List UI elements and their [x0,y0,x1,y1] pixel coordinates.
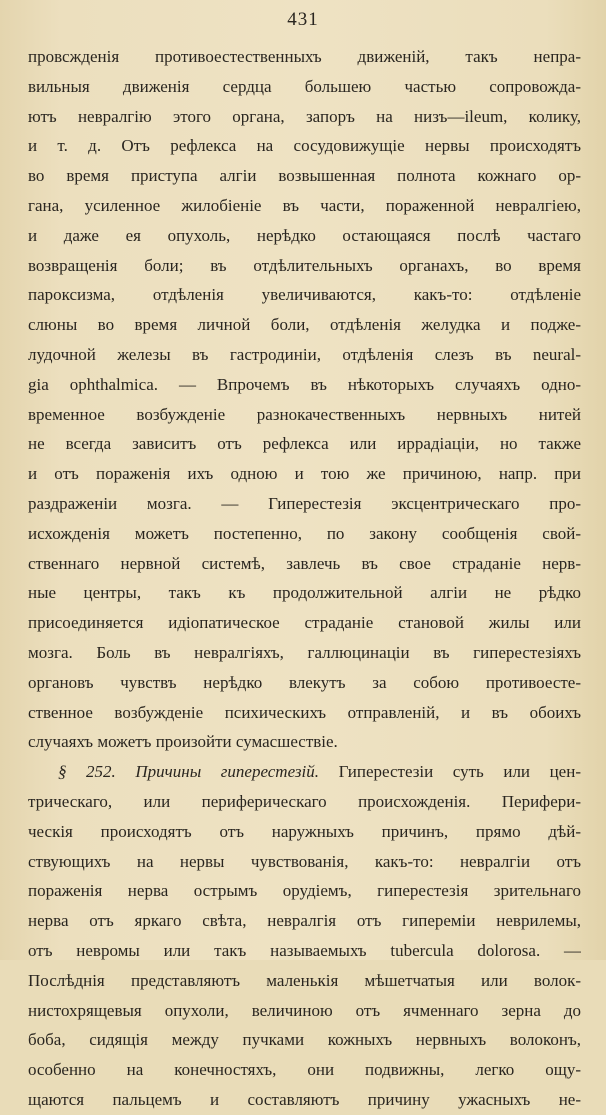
text-line: боба, сидящія между пучками кожныхъ нервныхъ волоконъ, [28,1030,581,1050]
text-line: раздраженіи мозга. — Гиперестезія эксцентрическаго про- [28,493,581,513]
text-line: и даже ея опухоль, нерѣдко остающаяся послѣ частаго [28,225,581,245]
text-line: Послѣднія представляютъ маленькія мѣшетчатыя или волок- [28,970,581,990]
text-line: пораженія нерва острымъ орудіемъ, гиперестезія зрительнаго [28,881,581,901]
section-252 [28,757,581,1115]
text-line: ческія происходятъ отъ наружныхъ причинъ, прямо дѣй- [28,821,581,841]
text-line: и т. д. Отъ рефлекса на сосудовижущіе нервы происходятъ [28,136,581,156]
text-line: ствующихъ на нервы чувствованія, какъ-то: невралгіи отъ [28,851,581,871]
text-line: не всегда зависитъ отъ рефлекса или иррадіаціи, но также [28,434,581,454]
section-first-line-text: Гиперестезіи суть или цен- [338,762,581,782]
text-line: возвращенія боли; въ отдѣлительныхъ органахъ, во время [28,255,581,275]
section-heading-line [28,757,581,787]
text-line: лудочной железы въ гастродиніи, отдѣленія слезъ въ neural- [28,344,581,364]
text-line: временное возбужденіе разнокачественныхъ нервныхъ нитей [28,404,581,424]
text-line: исхожденія можетъ постепенно, по закону сообщенія свой- [28,523,581,543]
text-line: ственное возбужденіе психическихъ отправленій, и въ обоихъ [28,702,581,722]
text-line: gia ophthalmica. — Впрочемъ въ нѣкоторыхъ случаяхъ одно- [28,374,581,394]
paragraph-reflex-effects [28,42,581,757]
section-title: Причины гиперестезій. [135,762,320,782]
text-line: трическаго, или периферическаго происхожденія. Перифери- [28,791,581,811]
text-line: мозга. Боль въ невралгіяхъ, галлюцинаціи въ гиперестезіяхъ [28,642,581,662]
section-number: § 252. [58,762,116,782]
text-line: органовъ чувствъ нерѣдко влекутъ за собою противоесте- [28,672,581,692]
text-line: и отъ пораженія ихъ одною и тою же причиною, напр. при [28,464,581,484]
text-line: ственнаго нервной системѣ, завлечь въ свое страданіе нерв- [28,553,581,573]
text-line: слюны во время личной боли, отдѣленія желудка и подже- [28,315,581,335]
text-line: щаются пальцемъ и составляютъ причину ужасныхъ не- [28,1089,581,1109]
page-number: 431 [287,9,319,30]
text-line: отъ невромы или такъ называемыхъ tubercula dolorosa. — [28,940,581,960]
text-line: вильныя движенія сердца большею частью сопровожда- [28,76,581,96]
text-line: во время приступа алгіи возвышенная полнота кожнаго ор- [28,166,581,186]
text-line: провсжденія противоестественныхъ движеній, такъ непра- [28,47,581,66]
text-line: присоединяется идіопатическое страданіе становой жилы или [28,613,581,633]
text-line: нистохрящевыя опухоли, величиною отъ ячменнаго зерна до [28,1000,581,1020]
text-line: пароксизма, отдѣленія увеличиваются, какъ-то: отдѣленіе [28,285,581,305]
text-line: ные центры, такъ къ продолжительной алгіи не рѣдко [28,583,581,603]
text-line: гана, усиленное жилобіеніе въ части, пораженной невралгіею, [28,195,581,215]
body-text [28,42,581,1115]
text-line: ютъ невралгію этого органа, запоръ на низъ—ileum, колику, [28,106,581,126]
text-line: особенно на конечностяхъ, они подвижны, легко ощу- [28,1060,581,1080]
text-line: случаяхъ можетъ произойти сумасшествіе. [28,732,338,752]
text-line: нерва отъ яркаго свѣта, невралгія отъ гипереміи неврилемы, [28,911,581,931]
